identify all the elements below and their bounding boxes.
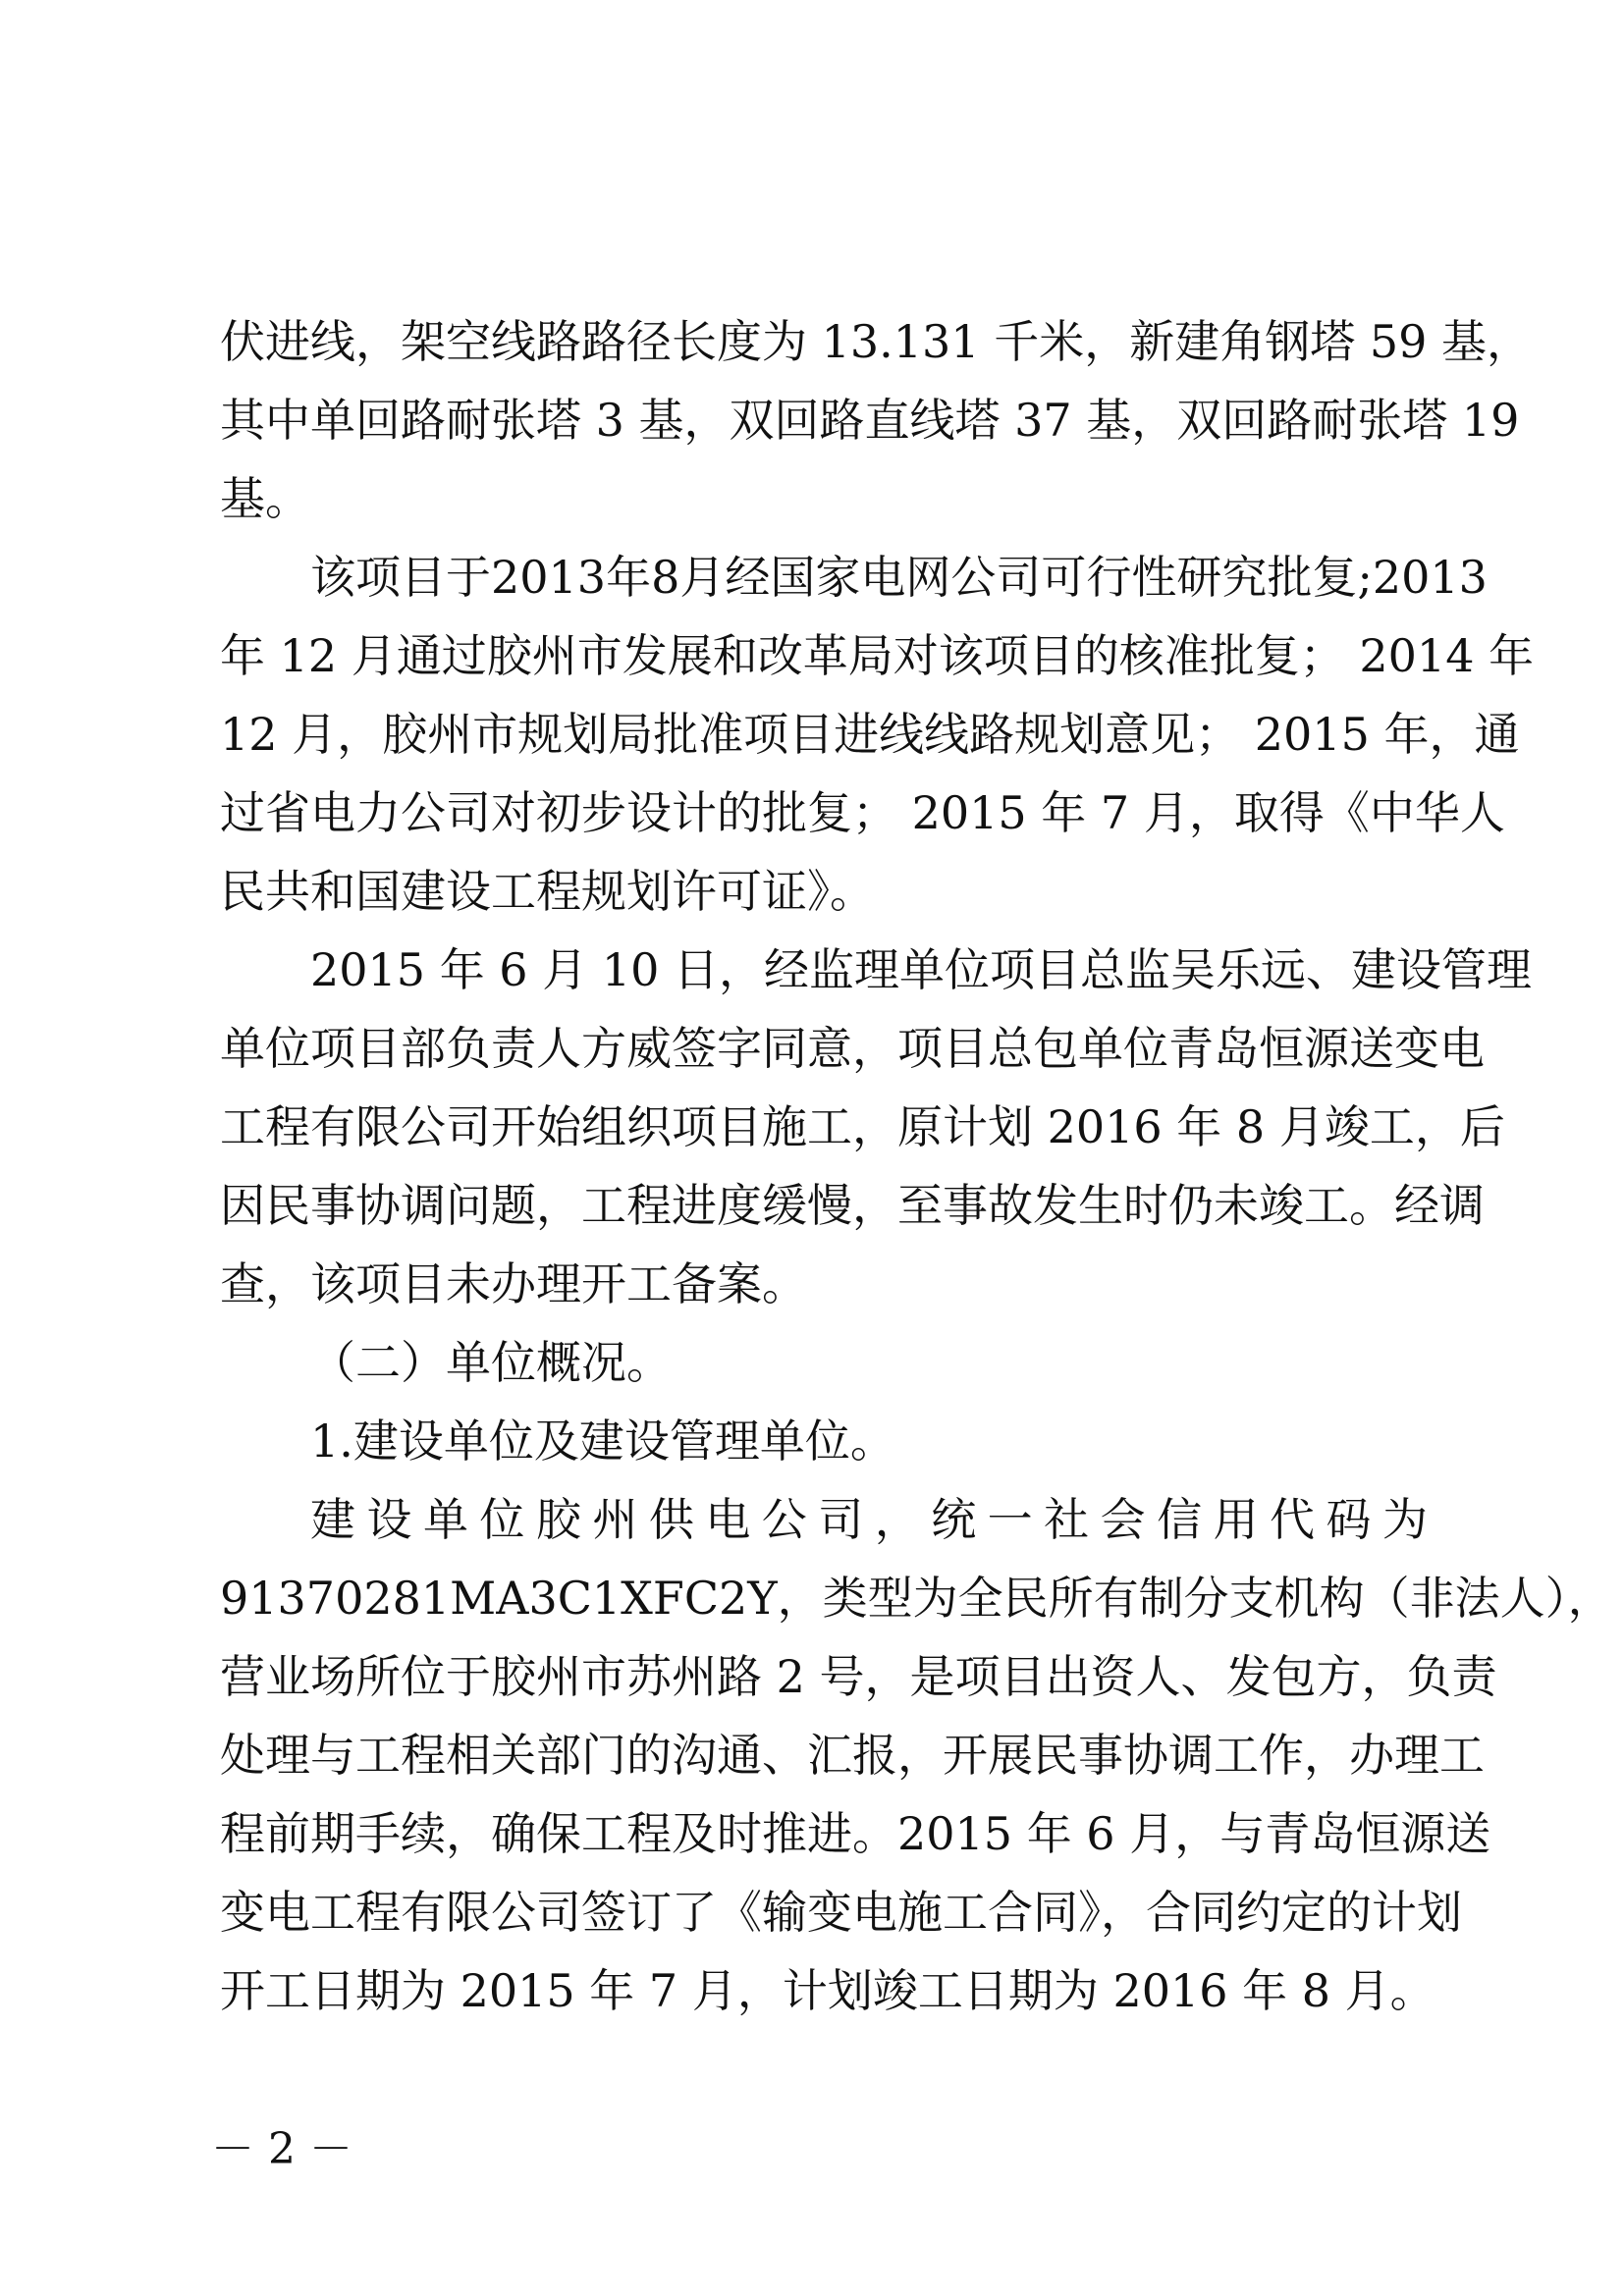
paragraph-line: 该项目于2013年8月经国家电网公司可行性研究批复;2013 <box>310 551 1488 604</box>
paragraph-line: 民共和国建设工程规划许可证》。 <box>220 865 875 918</box>
paragraph-line: 程前期手续，确保工程及时推进。2015 年 6 月，与青岛恒源送 <box>220 1807 1491 1860</box>
paragraph-line: 开工日期为 2015 年 7 月，计划竣工日期为 2016 年 8 月。 <box>220 1964 1435 2017</box>
paragraph-line: 年 12 月通过胶州市发展和改革局对该项目的核准批复； 2014 年 <box>220 629 1535 682</box>
paragraph-line: 基。 <box>220 472 310 525</box>
paragraph-line: 处理与工程相关部门的沟通、汇报，开展民事协调工作，办理工 <box>220 1729 1485 1782</box>
paragraph-line: 营业场所位于胶州市苏州路 2 号，是项目出资人、发包方，负责 <box>220 1650 1497 1703</box>
page-number: － 2 － <box>211 2124 352 2174</box>
paragraph-line: 2015 年 6 月 10 日，经监理单位项目总监吴乐远、建设管理 <box>310 943 1532 996</box>
paragraph-line: 过省电力公司对初步设计的批复； 2015 年 7 月，取得《中华人 <box>220 786 1505 839</box>
paragraph-line: 因民事协调问题，工程进度缓慢，至事故发生时仍未竣工。经调 <box>220 1179 1485 1232</box>
paragraph-line: 建设单位胶州供电公司，统一社会信用代码为 <box>310 1493 1428 1546</box>
paragraph-line: 变电工程有限公司签订了《输变电施工合同》，合同约定的计划 <box>220 1886 1462 1939</box>
subsection-heading: 1.建设单位及建设管理单位。 <box>310 1415 895 1468</box>
section-heading: （二）单位概况。 <box>310 1336 672 1389</box>
paragraph-line: 单位项目部负责人方威签字同意，项目总包单位青岛恒源送变电 <box>220 1022 1485 1075</box>
paragraph-line: 其中单回路耐张塔 3 基，双回路直线塔 37 基，双回路耐张塔 19 <box>220 394 1520 447</box>
paragraph-line: 伏进线，架空线路路径长度为 13.131 千米，新建角钢塔 59 基， <box>220 315 1532 368</box>
paragraph-line: 工程有限公司开始组织项目施工，原计划 2016 年 8 月竣工，后 <box>220 1100 1505 1153</box>
paragraph-line: 91370281MA3C1XFC2Y，类型为全民所有制分支机构（非法人）， <box>220 1572 1613 1625</box>
paragraph-line: 12 月，胶州市规划局批准项目进线线路规划意见； 2015 年，通 <box>220 708 1520 761</box>
paragraph-line: 查，该项目未办理开工备案。 <box>220 1257 807 1310</box>
